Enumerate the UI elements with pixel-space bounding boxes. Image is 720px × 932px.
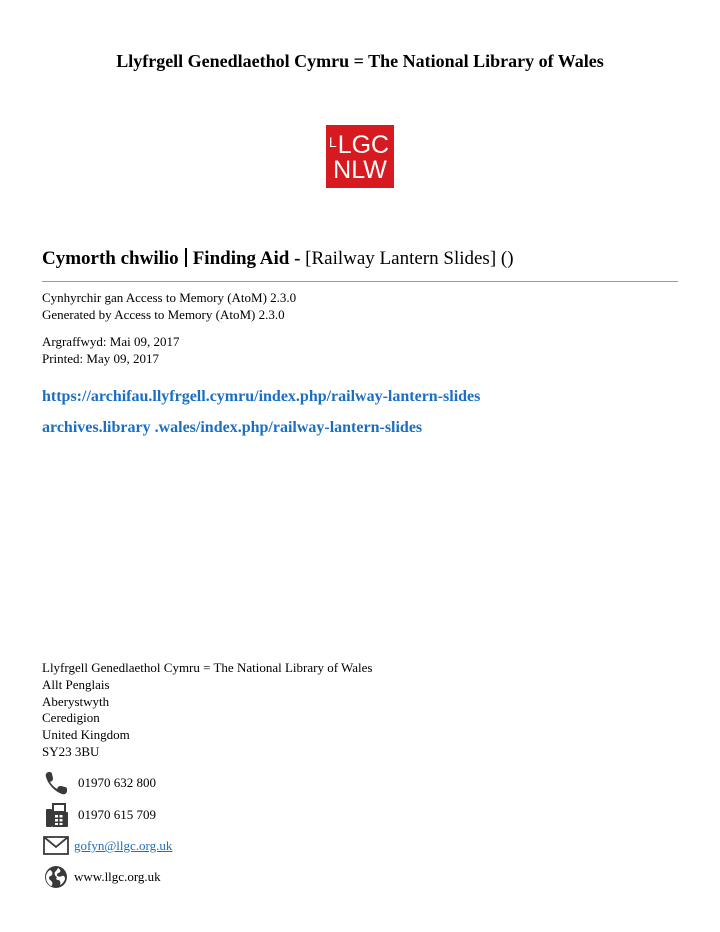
archive-url-welsh[interactable]: https://archifau.llyfrgell.cymru/index.php/railway-lantern-slides xyxy=(42,388,481,405)
address-line: United Kingdom xyxy=(42,727,130,743)
phone-number: 01970 632 800 xyxy=(78,775,156,790)
website-url[interactable]: www.llgc.org.uk xyxy=(74,869,161,884)
contact-website xyxy=(42,862,161,892)
contact-email xyxy=(42,831,172,861)
logo-line-bottom: NLW xyxy=(333,156,387,184)
generated-by-welsh: Cynhyrchir gan Access to Memory (AtoM) 2.3.0 xyxy=(42,290,297,305)
printed-date-english: Printed: May 09, 2017 xyxy=(42,351,159,366)
fax-icon xyxy=(42,801,70,829)
address-line: SY23 3BU xyxy=(42,743,100,759)
contact-phone xyxy=(42,768,156,798)
phone-icon xyxy=(42,769,70,797)
library-header-title: Llyfrgell Genedlaethol Cymru = The National Library of Wales xyxy=(116,51,604,71)
logo-line-top: $^L$LGC xyxy=(328,131,390,159)
fax-number: 01970 615 709 xyxy=(78,807,156,822)
title-english: Finding Aid - xyxy=(192,248,301,269)
title-separator xyxy=(185,248,187,267)
address-line: Llyfrgell Genedlaethol Cymru = The National Library of Wales xyxy=(42,660,373,675)
address-block xyxy=(42,660,372,761)
address-line: Ceredigion xyxy=(42,710,100,726)
contact-fax xyxy=(42,800,156,830)
llgc-nlw-logo xyxy=(326,125,394,188)
title-divider xyxy=(42,281,678,282)
title-welsh: Cymorth chwilio xyxy=(42,248,179,269)
address-line: Aberystwyth xyxy=(42,693,110,709)
globe-icon xyxy=(42,863,70,891)
finding-aid-title xyxy=(42,247,514,271)
generated-by-english: Generated by Access to Memory (AtoM) 2.3.0 xyxy=(42,307,285,322)
address-line: Allt Penglais xyxy=(42,676,110,692)
email-link[interactable]: gofyn@llgc.org.uk xyxy=(74,838,173,853)
envelope-icon xyxy=(42,834,70,858)
title-collection-name: [Railway Lantern Slides] () xyxy=(305,248,514,269)
printed-date-welsh: Argraffwyd: Mai 09, 2017 xyxy=(42,334,180,349)
archive-url-english[interactable]: archives.library .wales/index.php/railway-lantern-slides xyxy=(42,419,423,436)
